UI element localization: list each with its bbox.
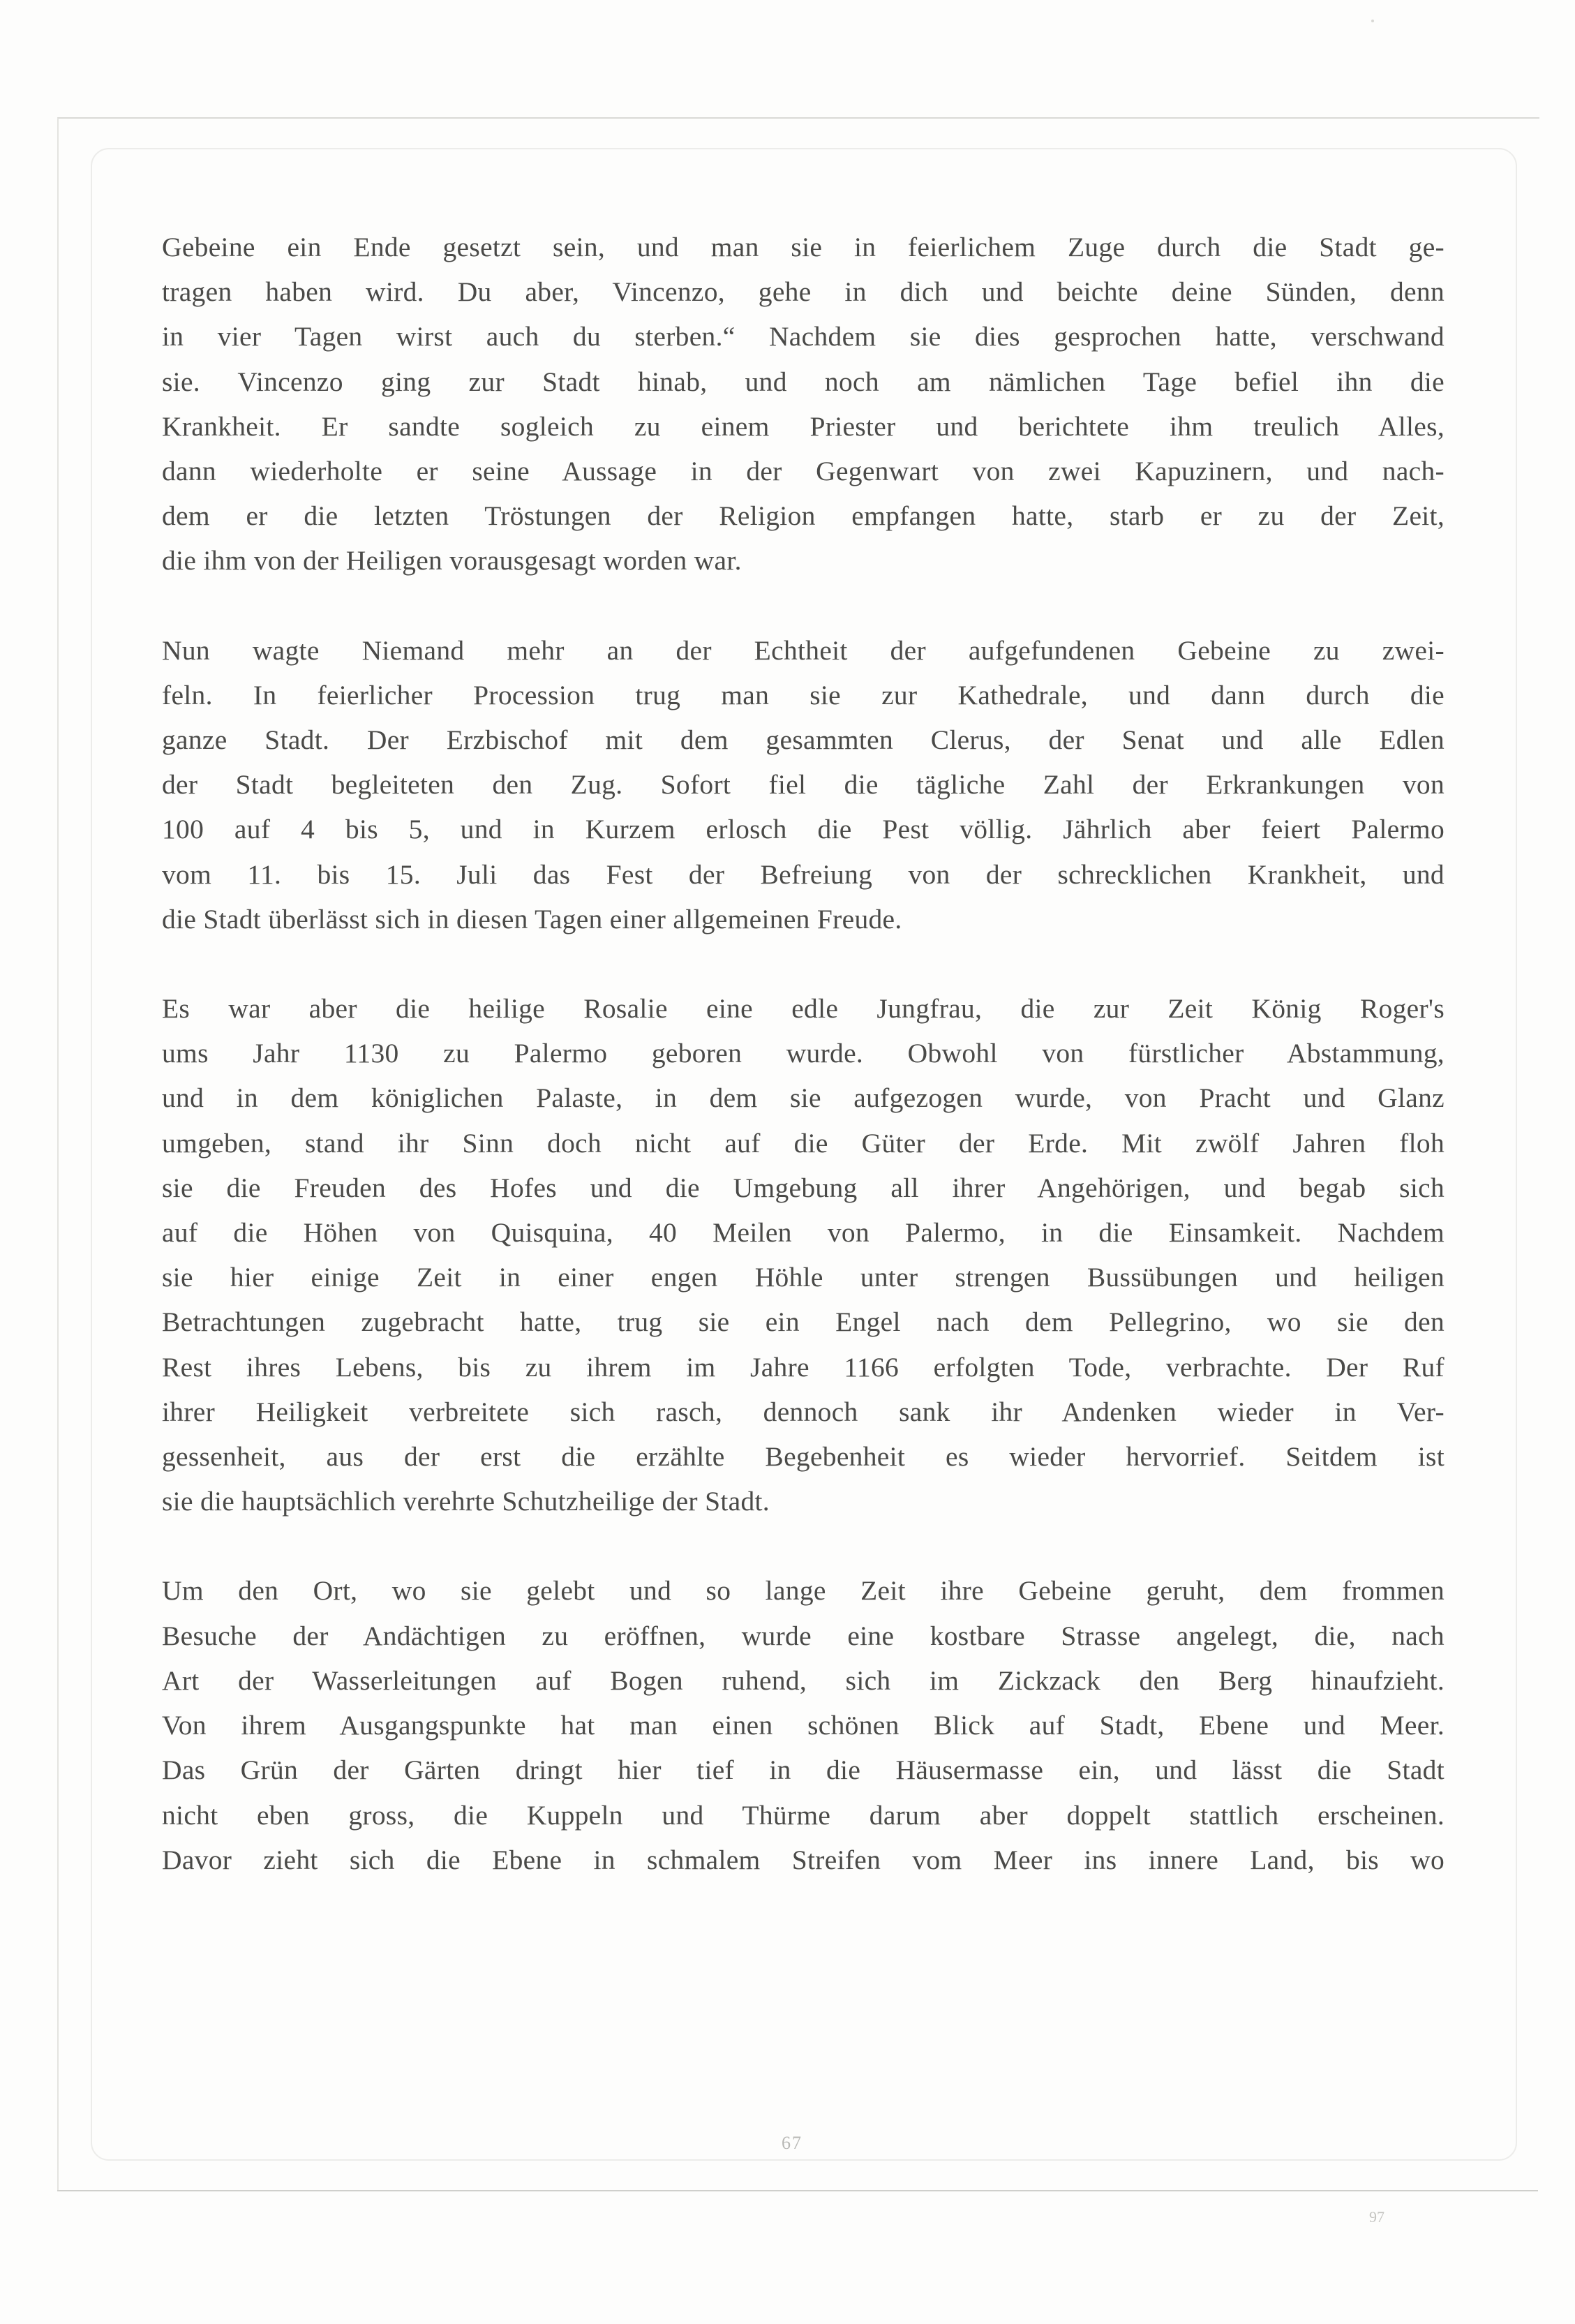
text-line: vom 11. bis 15. Juli das Fest der Befreiung von der schrecklichen Krankheit, und: [162, 858, 1445, 890]
paragraph-rosalie: [162, 986, 1445, 1524]
text-line: auf die Höhen von Quisquina, 40 Meilen von Palermo, in die Einsamkeit. Nachdem: [162, 1217, 1445, 1249]
text-line: sie hier einige Zeit in einer engen Höhle unter strengen Bussübungen und heiligen: [162, 1262, 1445, 1293]
text-line: tragen haben wird. Du aber, Vincenzo, gehe in dich und beichte deine Sünden, denn: [162, 276, 1445, 308]
text-line: ums Jahr 1130 zu Palermo geboren wurde. Obwohl von fürstlicher Abstammung,: [162, 1038, 1445, 1069]
text-line: gessenheit, aus der erst die erzählte Begebenheit es wieder hervorrief. Seitdem ist: [162, 1441, 1445, 1473]
paragraph-procession: [162, 628, 1445, 941]
text-line: 100 auf 4 bis 5, und in Kurzem erlosch die Pest völlig. Jährlich aber feiert Palermo: [162, 814, 1445, 845]
paragraph-pilgrim-road: [162, 1568, 1445, 1882]
text-line: ganze Stadt. Der Erzbischof mit dem gesammten Clerus, der Senat und alle Edlen: [162, 724, 1445, 756]
body-text: [162, 225, 1445, 1882]
text-line: sie. Vincenzo ging zur Stadt hinab, und noch am nämlichen Tage befiel ihn die: [162, 366, 1445, 397]
text-line: Das Grün der Gärten dringt hier tief in die Häusermasse ein, und lässt die Stadt: [162, 1755, 1445, 1786]
text-line: in vier Tagen wirst auch du sterben.“ Nachdem sie dies gesprochen hatte, verschwand: [162, 321, 1445, 352]
text-line: Es war aber die heilige Rosalie eine edle Jungfrau, die zur Zeit König Roger's: [162, 993, 1445, 1025]
text-line: dem er die letzten Tröstungen der Religion empfangen hatte, starb er zu der Zeit,: [162, 500, 1445, 532]
paper-speck: [1371, 20, 1374, 22]
text-line: Davor zieht sich die Ebene in schmalem Streifen vom Meer ins innere Land, bis wo: [162, 1844, 1445, 1875]
text-line: Nun wagte Niemand mehr an der Echtheit der aufgefundenen Gebeine zu zwei-: [162, 634, 1445, 666]
text-line: Krankheit. Er sandte sogleich zu einem Priester und berichtete ihm treulich Alles,: [162, 410, 1445, 442]
text-line: und in dem königlichen Palaste, in dem sie aufgezogen wurde, von Pracht und Glanz: [162, 1082, 1445, 1114]
paragraph-vincenzo: [162, 225, 1445, 583]
text-line: ihrer Heiligkeit verbreitete sich rasch, dennoch sank ihr Andenken wieder in Ver-: [162, 1396, 1445, 1427]
text-line: die Stadt überlässt sich in diesen Tagen einer allgemeinen Freude.: [162, 903, 902, 934]
text-line: Um den Ort, wo sie gelebt und so lange Zeit ihre Gebeine geruht, dem frommen: [162, 1575, 1445, 1607]
text-line: Rest ihres Lebens, bis zu ihrem im Jahre 1166 erfolgten Tode, verbrachte. Der Ruf: [162, 1351, 1445, 1383]
bottom-rule: [57, 2190, 1538, 2191]
text-line: dann wiederholte er seine Aussage in der Gegenwart von zwei Kapuzinern, und nach-: [162, 456, 1445, 487]
text-line: die ihm von der Heiligen vorausgesagt worden war.: [162, 545, 742, 576]
text-line: Betrachtungen zugebracht hatte, trug sie ein Engel nach dem Pellegrino, wo sie den: [162, 1306, 1445, 1338]
page-number: 67: [782, 2133, 803, 2153]
text-line: feln. In feierlicher Procession trug man sie zur Kathedrale, und dann durch die: [162, 679, 1445, 710]
text-line: Art der Wasserleitungen auf Bogen ruhend, sich im Zickzack den Berg hinaufzieht.: [162, 1664, 1445, 1696]
text-line: nicht eben gross, die Kuppeln und Thürme darum aber doppelt stattlich erscheinen.: [162, 1799, 1445, 1831]
text-line: sie die Freuden des Hofes und die Umgebung all ihrer Angehörigen, und begab sich: [162, 1172, 1445, 1203]
text-line: Von ihrem Ausgangspunkte hat man einen schönen Blick auf Stadt, Ebene und Meer.: [162, 1710, 1445, 1741]
text-line: Gebeine ein Ende gesetzt sein, und man sie in feierlichem Zuge durch die Stadt ge-: [162, 232, 1445, 262]
text-line: der Stadt begleiteten den Zug. Sofort fiel die tägliche Zahl der Erkrankungen von: [162, 769, 1445, 800]
text-line: umgeben, stand ihr Sinn doch nicht auf die Güter der Erde. Mit zwölf Jahren floh: [162, 1127, 1445, 1159]
text-line: sie die hauptsächlich verehrte Schutzheilige der Stadt.: [162, 1486, 770, 1517]
text-line: Besuche der Andächtigen zu eröffnen, wurde eine kostbare Strasse angelegt, die, nach: [162, 1620, 1445, 1651]
corner-plate-number: 97: [1369, 2208, 1384, 2226]
